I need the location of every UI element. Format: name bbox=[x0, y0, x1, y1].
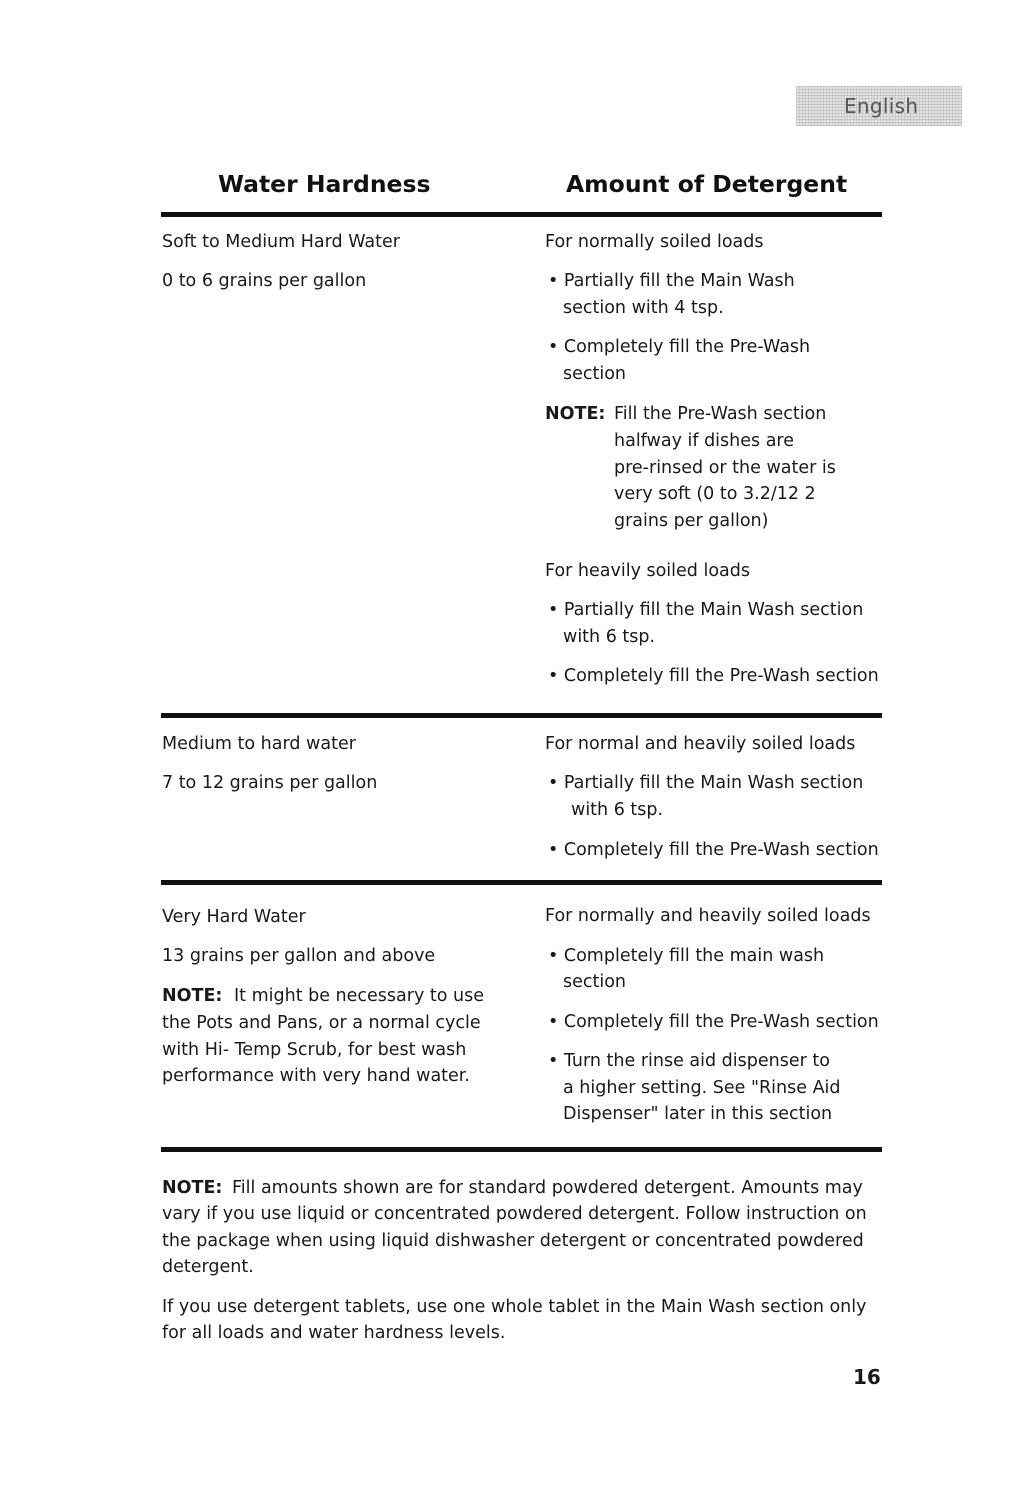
divider-rule bbox=[161, 1147, 882, 1152]
divider-rule bbox=[161, 880, 882, 885]
note-text: Fill the Pre-Wash section bbox=[614, 404, 827, 424]
load-title: For normally and heavily soiled loads bbox=[545, 906, 871, 926]
water-hardness-heading: Water Hardness bbox=[218, 170, 431, 198]
instruction-bullet: • Completely fill the Pre-Wash bbox=[548, 337, 811, 357]
note-text: performance with very hand water. bbox=[162, 1066, 470, 1086]
divider-rule bbox=[161, 212, 882, 217]
language-tab: English bbox=[796, 86, 962, 126]
instruction-bullet: • Partially fill the Main Wash bbox=[548, 271, 795, 291]
instruction-bullet: • Completely fill the main wash bbox=[548, 946, 825, 966]
hardness-label: Very Hard Water bbox=[162, 907, 306, 927]
note-label: NOTE: bbox=[545, 404, 606, 424]
hardness-label: Medium to hard water bbox=[162, 734, 356, 754]
note-label: NOTE: bbox=[162, 986, 223, 1006]
note-text: vary if you use liquid or concentrated powdered detergent. Follow instruction on bbox=[162, 1204, 867, 1224]
instruction-bullet-cont: section bbox=[563, 364, 627, 384]
note-text: It might be necessary to use bbox=[234, 986, 484, 1006]
note-text: the package when using liquid dishwasher detergent or concentrated powdered bbox=[162, 1231, 864, 1251]
tablets-text: If you use detergent tablets, use one whole tablet in the Main Wash section only bbox=[162, 1297, 867, 1317]
grains-label: 13 grains per gallon and above bbox=[162, 946, 436, 966]
note-text: detergent. bbox=[162, 1257, 254, 1277]
load-title: For normally soiled loads bbox=[545, 232, 764, 252]
instruction-bullet-cont: section with 4 tsp. bbox=[563, 298, 724, 318]
hardness-label: Soft to Medium Hard Water bbox=[162, 232, 400, 252]
note-text: Fill amounts shown are for standard powdered detergent. Amounts may bbox=[232, 1178, 863, 1198]
instruction-bullet: • Partially fill the Main Wash section bbox=[548, 600, 864, 620]
tablets-text: for all loads and water hardness levels. bbox=[162, 1323, 506, 1343]
note-text: with Hi- Temp Scrub, for best wash bbox=[162, 1040, 467, 1060]
instruction-bullet-cont: with 6 tsp. bbox=[571, 800, 664, 820]
page-number: 16 bbox=[853, 1365, 881, 1389]
grains-label: 7 to 12 grains per gallon bbox=[162, 773, 378, 793]
divider-rule bbox=[161, 713, 882, 718]
note-label: NOTE: bbox=[162, 1178, 223, 1198]
instruction-bullet: • Partially fill the Main Wash section bbox=[548, 773, 864, 793]
amount-of-detergent-heading: Amount of Detergent bbox=[566, 170, 848, 198]
instruction-bullet: • Completely fill the Pre-Wash section bbox=[548, 1012, 879, 1032]
note-text: halfway if dishes are bbox=[614, 431, 794, 451]
instruction-bullet-cont: section bbox=[563, 972, 627, 992]
instruction-bullet: • Completely fill the Pre-Wash section bbox=[548, 666, 879, 686]
load-title: For normal and heavily soiled loads bbox=[545, 734, 856, 754]
note-text: pre-rinsed or the water is bbox=[614, 458, 836, 478]
instruction-bullet: • Turn the rinse aid dispenser to bbox=[548, 1051, 830, 1071]
instruction-bullet-cont: a higher setting. See "Rinse Aid bbox=[563, 1078, 841, 1098]
note-text: grains per gallon) bbox=[614, 511, 769, 531]
load-title: For heavily soiled loads bbox=[545, 561, 750, 581]
grains-label: 0 to 6 grains per gallon bbox=[162, 271, 367, 291]
instruction-bullet-cont: with 6 tsp. bbox=[563, 627, 656, 647]
instruction-bullet-cont: Dispenser" later in this section bbox=[563, 1104, 833, 1124]
note-text: the Pots and Pans, or a normal cycle bbox=[162, 1013, 481, 1033]
note-text: very soft (0 to 3.2/12 2 bbox=[614, 484, 816, 504]
instruction-bullet: • Completely fill the Pre-Wash section bbox=[548, 840, 879, 860]
